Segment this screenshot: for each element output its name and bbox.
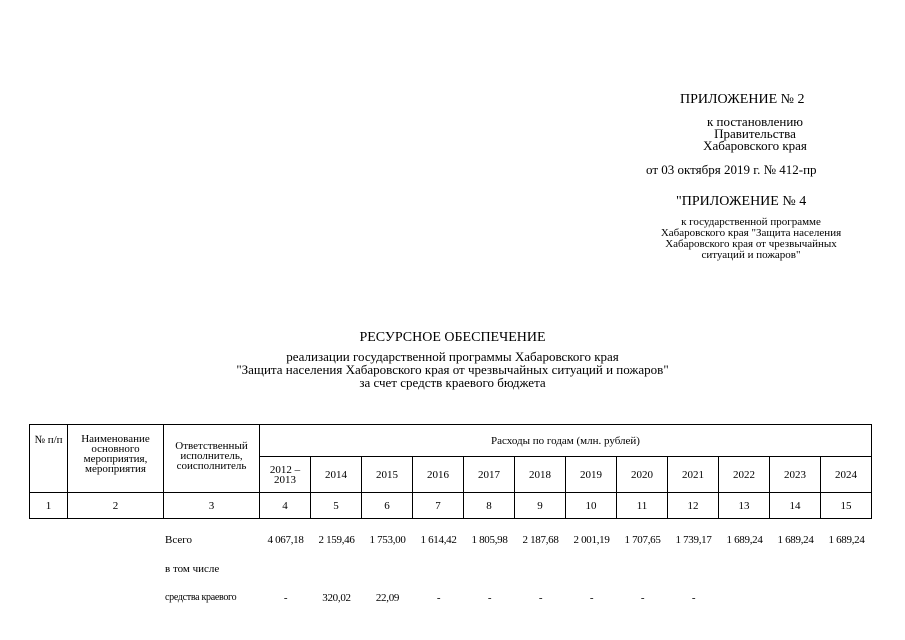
column-number: 13 [719,493,770,519]
header-expenses: Расходы по годам (млн. рублей) [260,425,872,457]
row-total-value: 1 689,24 [726,534,763,546]
row-regional-value: - [691,592,696,604]
row-regional-value: - [589,592,594,604]
subtitle-line: за счет средств краевого бюджета [359,375,546,390]
row-total-value: 2 187,68 [522,534,559,546]
header-year: 2024 [821,457,872,493]
row-total-value: 1 614,42 [420,534,457,546]
column-number: 5 [311,493,362,519]
column-number: 6 [362,493,413,519]
row-total-value: 2 001,19 [573,534,610,546]
row-total-value: 1 739,17 [675,534,712,546]
header-year: 2022 [719,457,770,493]
row-total-value: 1 689,24 [777,534,814,546]
column-number: 8 [464,493,515,519]
column-number: 11 [617,493,668,519]
header-year: 2014 [311,457,362,493]
row-including-label: в том числе [165,563,220,575]
document-subtitle [0,350,905,389]
row-total-value: 4 067,18 [267,534,304,546]
row-total-value: 1 805,98 [471,534,508,546]
header-executor: Ответственный исполнитель, соисполнитель [164,425,260,493]
column-number: 15 [821,493,872,519]
column-number: 4 [260,493,311,519]
document-title: РЕСУРСНОЕ ОБЕСПЕЧЕНИЕ [359,330,546,345]
row-total-value: 1 689,24 [828,534,865,546]
subtitle-line: реализации государственной программы Хабаровского края [286,349,619,364]
row-total-value: 1 753,00 [369,534,406,546]
column-number: 12 [668,493,719,519]
header-activity: Наименование основного мероприятия, мероприятия [68,425,164,493]
column-number: 1 [30,493,68,519]
column-number: 9 [515,493,566,519]
header-year: 2023 [770,457,821,493]
column-number: 7 [413,493,464,519]
column-number: 14 [770,493,821,519]
row-regional-value: 22,09 [375,592,400,604]
row-total-value: 1 707,65 [624,534,661,546]
header-year: 2015 [362,457,413,493]
header-year: 2018 [515,457,566,493]
appendix-subtitle [640,116,870,152]
subtitle-line: "Защита населения Хабаровского края от чрезвычайных ситуаций и пожаров" [236,362,669,377]
row-regional-value: - [283,592,288,604]
row-total-value: 2 159,46 [318,534,355,546]
column-number: 2 [68,493,164,519]
header-year: 2021 [668,457,719,493]
row-regional-value: - [640,592,645,604]
appendix4-line: к государственной программе [681,216,821,228]
header-year: 2019 [566,457,617,493]
header-year: 2012 – 2013 [260,457,311,493]
appendix4-title: "ПРИЛОЖЕНИЕ № 4 [676,194,807,209]
header-number: № п/п [30,425,68,493]
header-year: 2020 [617,457,668,493]
row-regional-value: - [487,592,492,604]
row-regional-value: 320,02 [322,592,351,604]
appendix-line: Правительства [714,126,796,141]
appendix4-line: Хабаровского края от чрезвычайных [665,238,837,250]
resource-table [29,424,872,519]
row-total-label: Всего [165,534,192,546]
appendix-line: Хабаровского края [703,138,807,153]
appendix4-line: Хабаровского края "Защита населения [660,227,842,239]
appendix-date: от 03 октября 2019 г. № 412-пр [646,162,817,177]
row-regional-value: - [538,592,543,604]
header-year: 2016 [413,457,464,493]
column-number: 3 [164,493,260,519]
column-number: 10 [566,493,617,519]
header-year: 2017 [464,457,515,493]
appendix4-line: ситуаций и пожаров" [701,249,801,261]
row-regional-value: - [436,592,441,604]
appendix-title: ПРИЛОЖЕНИЕ № 2 [680,92,805,107]
appendix4-subtitle [636,217,866,261]
row-regional-label: средства краевого [165,592,237,603]
appendix-line: к постановлению [706,114,804,129]
